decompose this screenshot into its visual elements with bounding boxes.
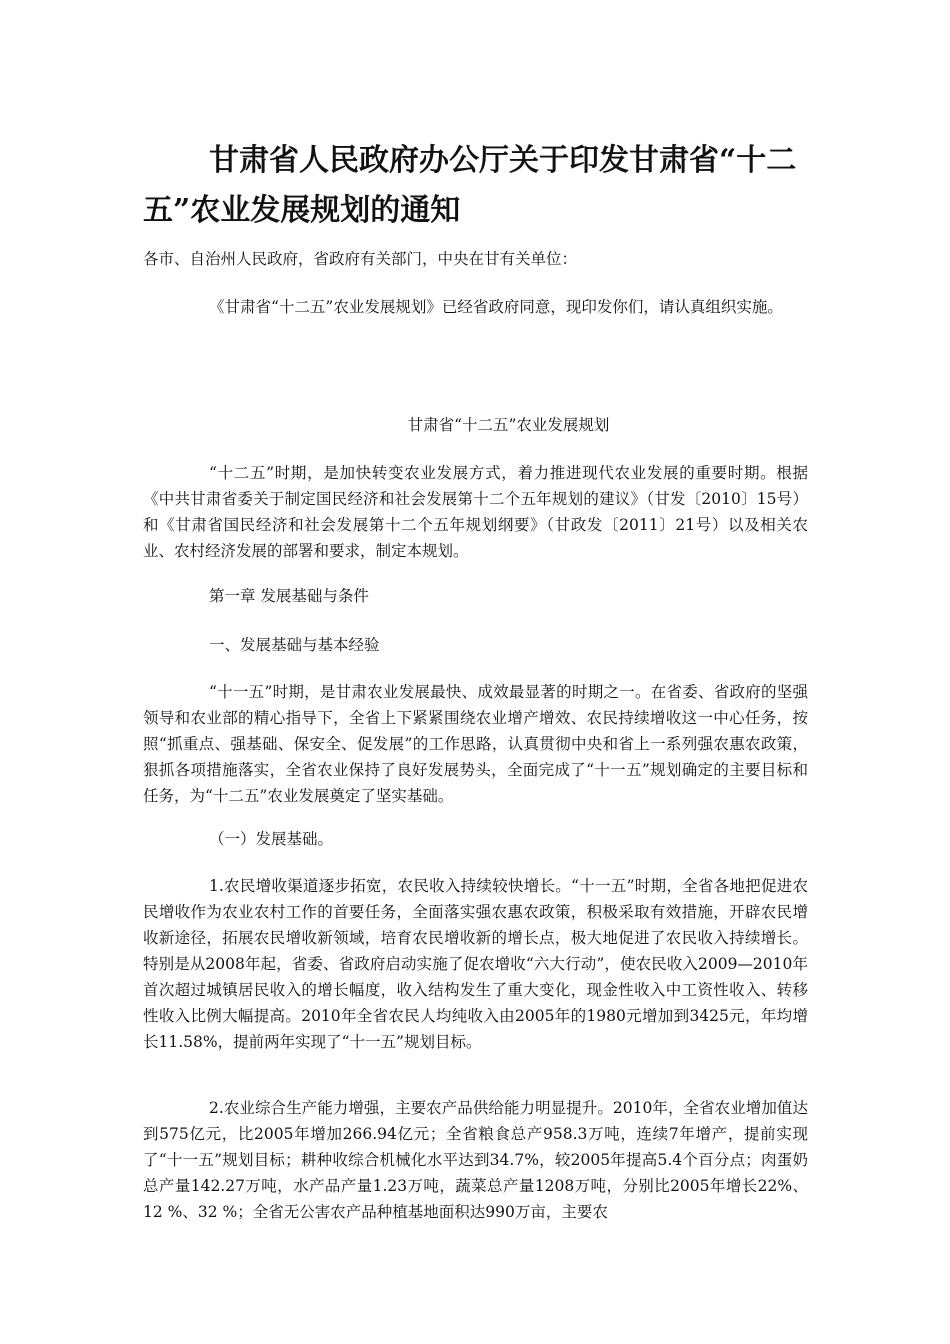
intro-paragraph: “十二五”时期，是加快转变农业发展方式，着力推进现代农业发展的重要时期。根据《中共甘肃省委关于制定国民经济和社会发展第十二个五年规划的建议》（甘发〔2010〕15号）和《甘肃省国民经济和社会发展第十二个五年规划纲要》（甘政发〔2011〕21号）以及相关农业、农村经济发展的部署和要求，制定本规划。 — [143, 464, 808, 560]
notice-body: 《甘肃省“十二五”农业发展规划》已经省政府同意，现印发你们，请认真组织实施。 — [209, 298, 783, 316]
chapter-heading: 第一章 发展基础与条件 — [209, 587, 369, 605]
subsection-heading: （一）发展基础。 — [209, 830, 334, 848]
document-title-text: 甘肃省人民政府办公厅关于印发甘肃省“十二五”农业发展规划的通知 — [143, 143, 797, 228]
salutation: 各市、自治州人民政府，省政府有关部门，中央在甘有关单位： — [143, 250, 578, 268]
section-heading: 一、发展基础与基本经验 — [209, 636, 380, 654]
plan-title: 甘肃省“十二五”农业发展规划 — [407, 416, 610, 434]
document-title — [143, 136, 823, 236]
item-1-paragraph: 1.农民增收渠道逐步拓宽，农民收入持续较快增长。“十一五”时期，全省各地把促进农民增收作为农业农村工作的首要任务，全面落实强农惠农政策，积极采取有效措施，开辟农民增收新途径，拓展农民增收新领域，培育农民增收新的增长点，极大地促进了农民收入持续增长。特别是从2008年起，省委、省政府启动实施了促农增收“六大行动”，使农民收入2009—2010年首次超过城镇居民收入的增长幅度，收入结构发生了重大变化，现金性收入中工资性收入、转移性收入比例大幅提高。2010年全省农民人均纯收入由2005年的1980元增加到3425元，年均增长11.58%，提前两年实现了“十一五”规划目标。 — [143, 877, 808, 1051]
section-paragraph: “十一五”时期，是甘肃农业发展最快、成效最显著的时期之一。在省委、省政府的坚强领导和农业部的精心指导下，全省上下紧紧围绕农业增产增效、农民持续增收这一中心任务，按照“抓重点、强基础、保安全、促发展”的工作思路，认真贯彻中央和省上一系列强农惠农政策，狠抓各项措施落实，全省农业保持了良好发展势头，全面完成了“十一五”规划确定的主要目标和任务，为“十二五”农业发展奠定了坚实基础。 — [143, 683, 808, 805]
item-2-paragraph: 2.农业综合生产能力增强，主要农产品供给能力明显提升。2010年，全省农业增加值达到575亿元，比2005年增加266.94亿元；全省粮食总产958.3万吨，连续7年增产，提前实现了“十一五”规划目标；耕种收综合机械化水平达到34.7%，较2005年提高5.4个百分点；肉蛋奶总产量142.27万吨，水产品产量1.23万吨，蔬菜总产量1208万吨，分别比2005年增长22%、12 %、32 %；全省无公害农产品种植基地面积达990万亩，主要农 — [143, 1099, 808, 1221]
